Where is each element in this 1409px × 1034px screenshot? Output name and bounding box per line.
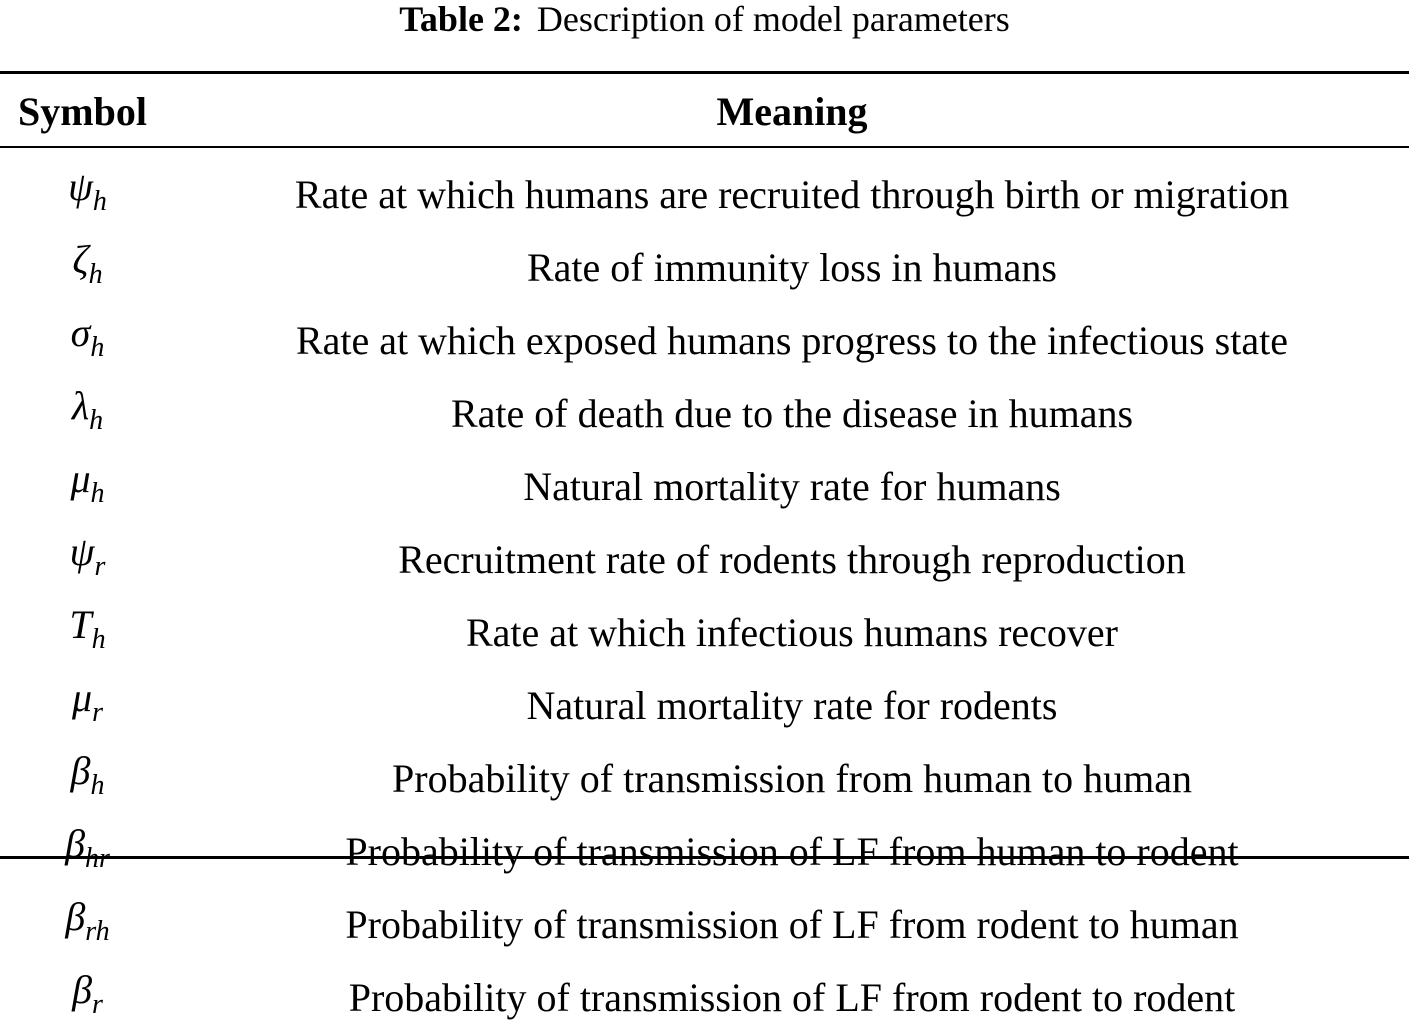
header-row bbox=[0, 76, 1409, 146]
meaning-cell: Recruitment rate of rodents through reproduction bbox=[398, 536, 1186, 582]
table-row bbox=[0, 146, 1409, 231]
symbol-cell bbox=[0, 304, 175, 377]
symbol-base: β bbox=[65, 821, 85, 866]
symbol-base: β bbox=[72, 967, 92, 1012]
symbol-base: ζ bbox=[72, 237, 89, 282]
table-caption bbox=[0, 0, 1409, 40]
table-row bbox=[0, 669, 1409, 742]
table-row bbox=[0, 742, 1409, 815]
top-rule bbox=[0, 71, 1409, 74]
table-row bbox=[0, 596, 1409, 669]
symbol-subscript: h bbox=[89, 405, 104, 436]
header-symbol: Symbol bbox=[18, 88, 147, 134]
symbol-base: λ bbox=[71, 383, 90, 428]
symbol-cell bbox=[0, 523, 175, 596]
table-row bbox=[0, 815, 1409, 888]
header-meaning: Meaning bbox=[716, 88, 868, 134]
table-row bbox=[0, 304, 1409, 377]
symbol-subscript: h bbox=[90, 332, 105, 363]
table-row bbox=[0, 888, 1409, 961]
symbol-cell bbox=[0, 146, 175, 231]
table-body bbox=[0, 146, 1409, 1034]
table-row bbox=[0, 377, 1409, 450]
symbol-cell bbox=[0, 961, 175, 1034]
symbol-base: β bbox=[70, 748, 91, 793]
meaning-cell: Rate at which infectious humans recover bbox=[466, 609, 1118, 655]
symbol-subscript: h bbox=[91, 624, 106, 655]
symbol-base: σ bbox=[70, 310, 91, 355]
symbol-base: β bbox=[65, 894, 86, 939]
symbol-cell bbox=[0, 669, 175, 742]
symbol-cell bbox=[0, 377, 175, 450]
meaning-cell: Rate of death due to the disease in humans bbox=[450, 390, 1134, 436]
meaning-cell: Rate at which humans are recruited through birth or migration bbox=[294, 171, 1290, 217]
symbol-base: μ bbox=[70, 456, 91, 501]
symbol-base: ψ bbox=[69, 529, 95, 574]
meaning-cell: Probability of transmission from human to human bbox=[392, 755, 1192, 801]
table-row bbox=[0, 523, 1409, 596]
meaning-cell: Probability of transmission of LF from rodent to human bbox=[345, 901, 1239, 947]
symbol-base: T bbox=[69, 602, 92, 647]
symbol-subscript: h bbox=[90, 478, 105, 509]
symbol-cell bbox=[0, 596, 175, 669]
meaning-cell: Rate at which exposed humans progress to the infectious state bbox=[296, 317, 1288, 363]
caption-text: Description of model parameters bbox=[536, 0, 1010, 39]
symbol-cell bbox=[0, 742, 175, 815]
symbol-subscript: r bbox=[92, 989, 103, 1020]
symbol-subscript: h bbox=[88, 259, 103, 290]
symbol-subscript: h bbox=[90, 770, 105, 801]
caption-label: Table 2: bbox=[399, 0, 523, 39]
table-row bbox=[0, 961, 1409, 1034]
meaning-cell: Natural mortality rate for rodents bbox=[526, 682, 1058, 728]
symbol-subscript: rh bbox=[85, 916, 110, 947]
symbol-subscript: r bbox=[94, 551, 106, 582]
symbol-cell bbox=[0, 450, 175, 523]
symbol-cell bbox=[0, 815, 175, 888]
symbol-subscript: h bbox=[92, 186, 107, 217]
meaning-cell: Probability of transmission of LF from human to rodent bbox=[345, 828, 1239, 874]
symbol-subscript: hr bbox=[85, 843, 110, 874]
symbol-cell bbox=[0, 888, 175, 961]
meaning-cell: Rate of immunity loss in humans bbox=[527, 244, 1057, 290]
symbol-subscript: r bbox=[92, 697, 103, 728]
meaning-cell: Probability of transmission of LF from rodent to rodent bbox=[348, 974, 1236, 1020]
parameters-table bbox=[0, 76, 1409, 1034]
symbol-cell bbox=[0, 231, 175, 304]
table-row bbox=[0, 231, 1409, 304]
table-row bbox=[0, 450, 1409, 523]
meaning-cell: Natural mortality rate for humans bbox=[523, 463, 1061, 509]
symbol-base: μ bbox=[72, 675, 93, 720]
symbol-base: ψ bbox=[68, 164, 93, 209]
